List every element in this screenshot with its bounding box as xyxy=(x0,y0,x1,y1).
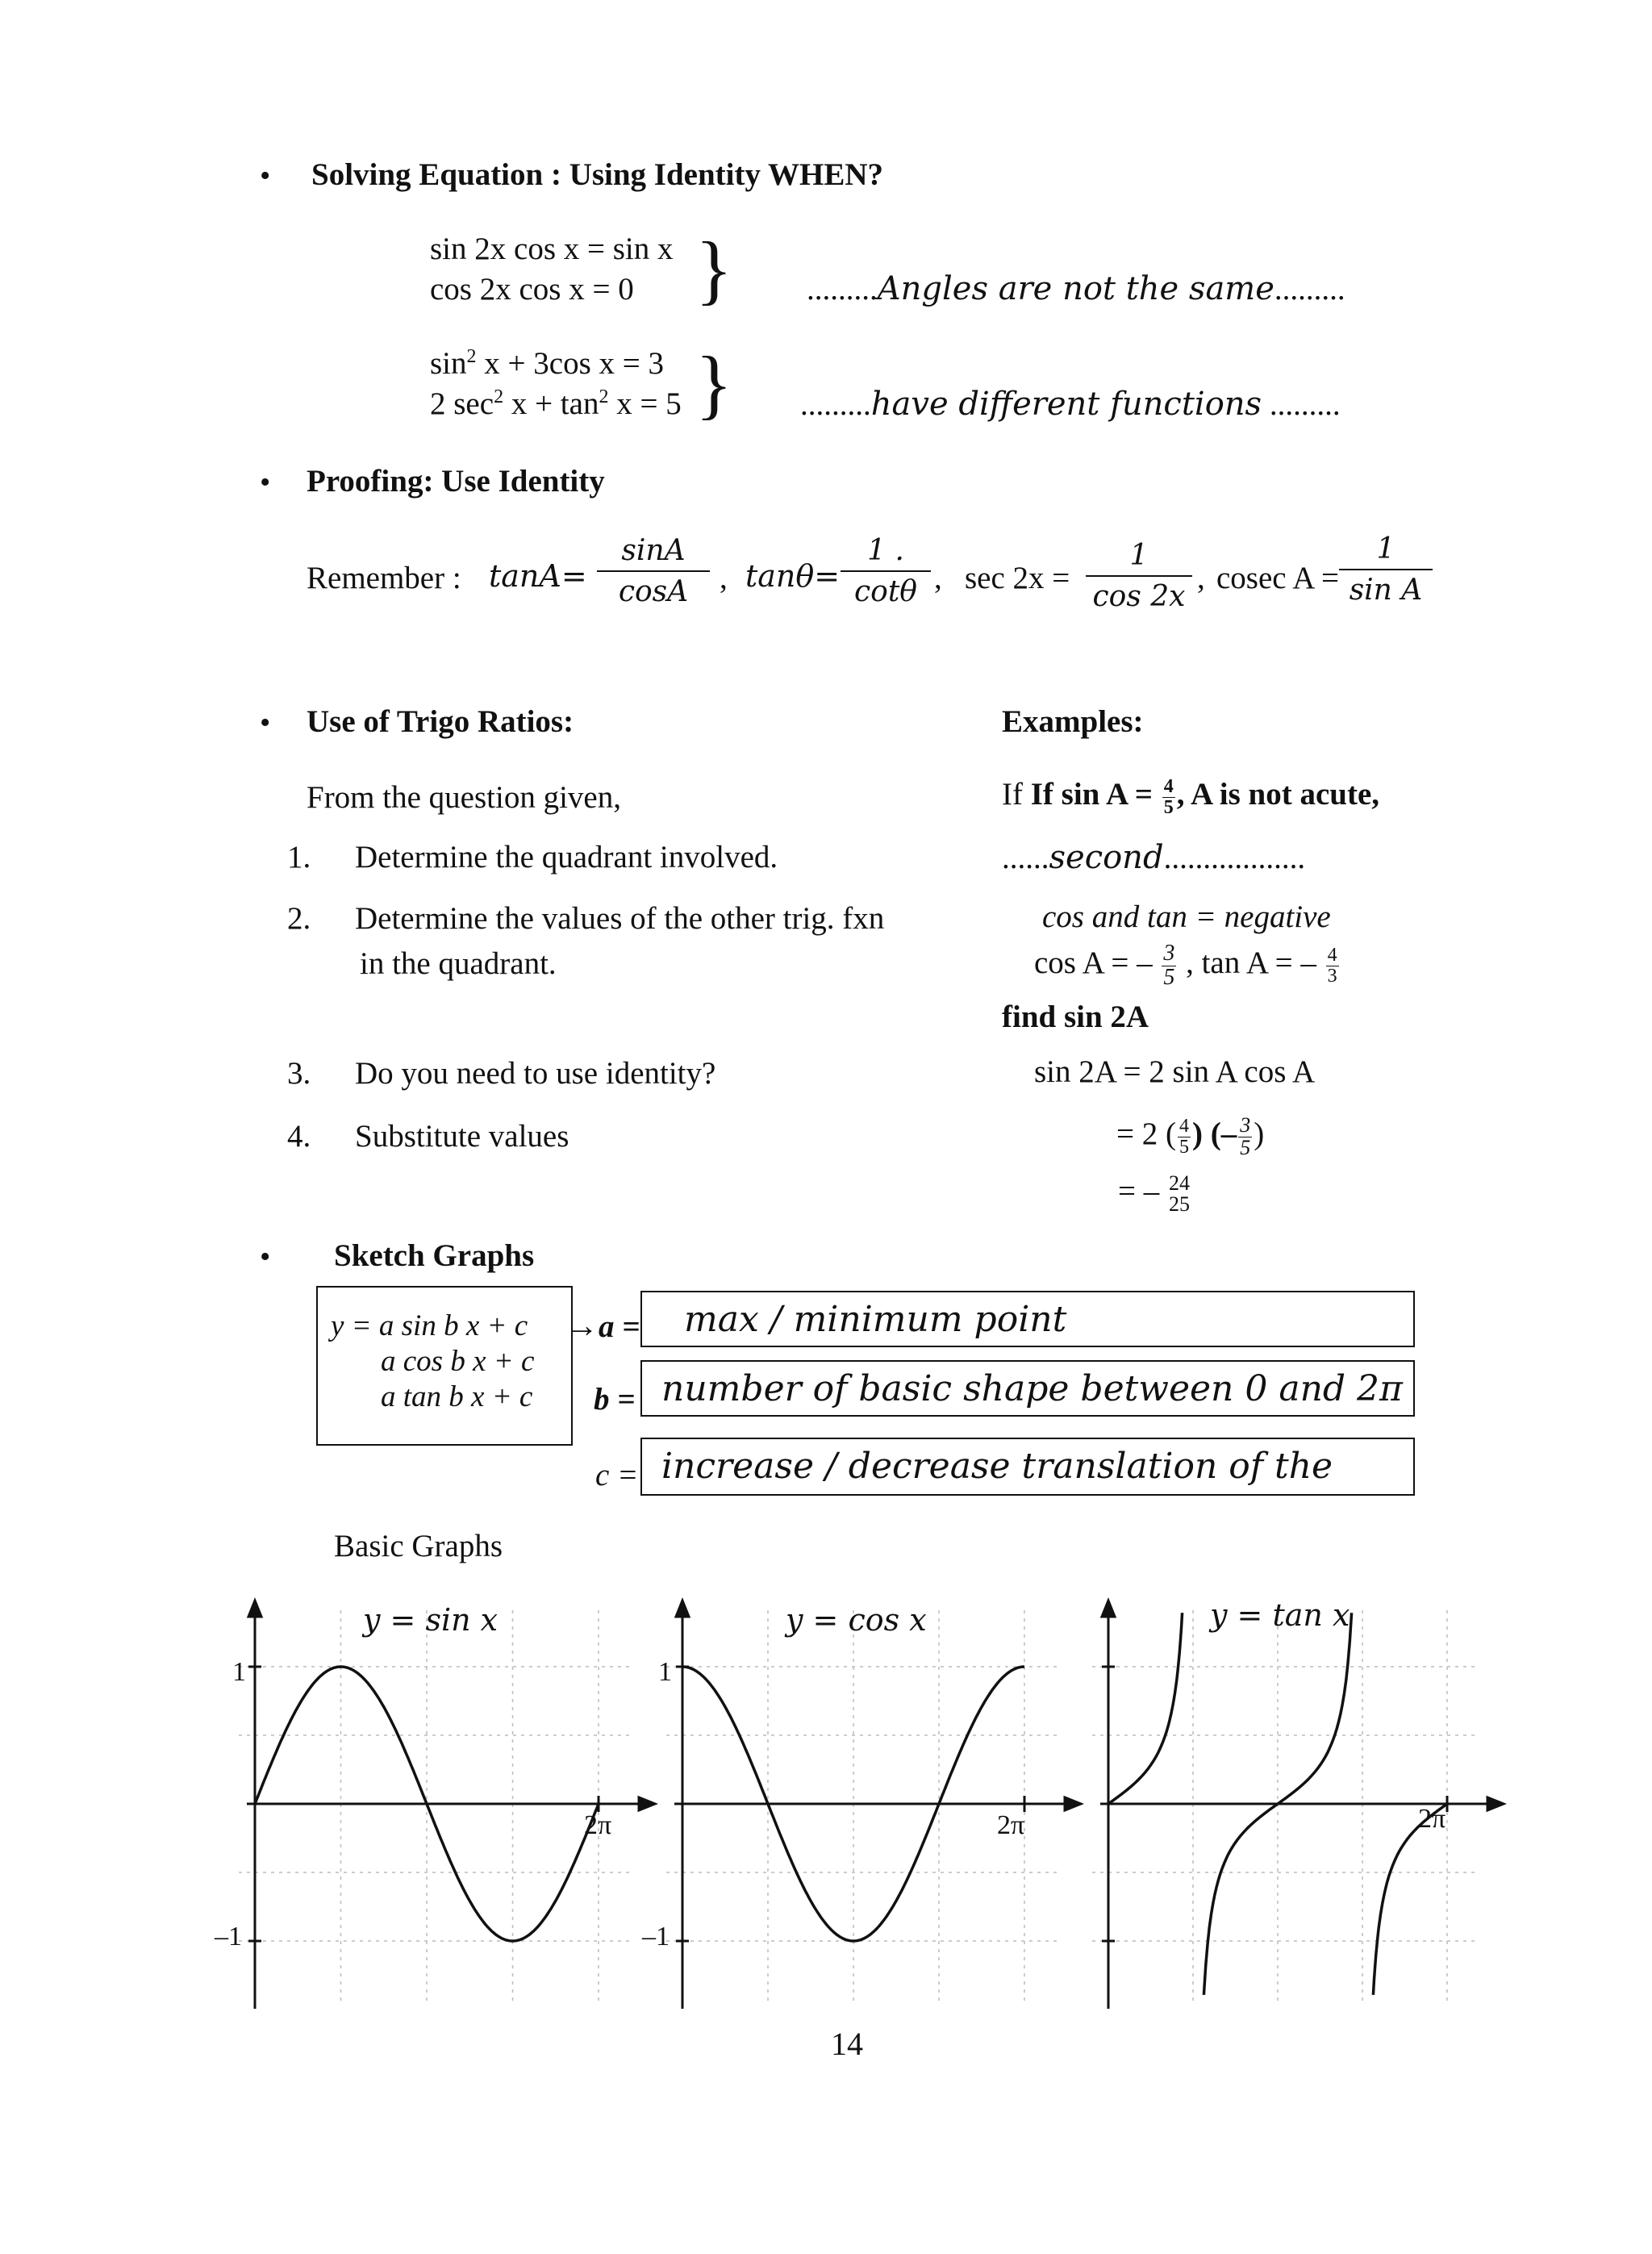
sin-tick-minus1: –1 xyxy=(215,1922,242,1951)
answer-functions: .........have different functions ......... xyxy=(800,386,1341,423)
fraction-1-sinA: $\frac{1}{\text{sin A}}$ xyxy=(1339,532,1433,607)
tan-x-arrow xyxy=(1487,1797,1504,1810)
c-answer: increase / decrease translation of the xyxy=(661,1446,1333,1487)
b-label: b = xyxy=(594,1382,636,1417)
sin-tick-1: 1 xyxy=(232,1657,246,1687)
fraction-1-cos2x: $\frac{1}{\cos 2x}$ xyxy=(1086,539,1192,613)
equation-4: 2 $\sec^2 x + \tan^2 x = 5$ xyxy=(430,386,682,421)
cos-x-arrow xyxy=(1065,1797,1081,1810)
sin-tick-2pi: 2π xyxy=(584,1810,612,1840)
sin-x-arrow xyxy=(639,1797,655,1810)
c-label: c = xyxy=(595,1458,639,1492)
basic-graphs-label: Basic Graphs xyxy=(334,1529,503,1563)
heading-sketch-graphs: Sketch Graphs xyxy=(334,1238,535,1273)
answer-angles: .........Angles are not the same......... xyxy=(807,270,1345,307)
remember-label: Remember : xyxy=(307,561,461,595)
example-find: find sin 2A xyxy=(1002,1000,1149,1034)
formula-sin: y = a sin b x + c xyxy=(331,1309,528,1342)
bullet: • xyxy=(260,706,271,740)
arrow-icon: → xyxy=(565,1308,599,1345)
comma: , xyxy=(1197,561,1205,595)
cos-tick-2pi: 2π xyxy=(997,1810,1025,1840)
equation-3: $\sin^2 x + 3\cos$ x = 3 xyxy=(430,346,664,381)
formula-tan: a tan b x + c xyxy=(381,1380,533,1413)
tan-y-arrow xyxy=(1102,1601,1115,1617)
bullet: • xyxy=(260,1240,271,1274)
step-text: in the quadrant. xyxy=(360,946,557,981)
bullet: • xyxy=(260,159,271,193)
example-identity: sin 2A = 2 sin A cos A xyxy=(1034,1054,1316,1089)
step-number: 1. xyxy=(287,840,311,874)
heading-trigo-ratios: Use of Trigo Ratios: xyxy=(307,704,574,739)
page-number: 14 xyxy=(831,2026,863,2062)
cosecA-label: cosec A = xyxy=(1216,561,1339,595)
step-number: 3. xyxy=(287,1056,311,1091)
example-negative: cos and tan = negative xyxy=(1042,900,1331,934)
right-brace: } xyxy=(695,226,733,312)
step-number: 2. xyxy=(287,901,311,936)
bullet: • xyxy=(260,465,271,499)
a-label: a = xyxy=(599,1309,640,1344)
sec2x-label: sec 2x = xyxy=(965,561,1070,595)
cos-tick-minus1: –1 xyxy=(642,1922,670,1951)
fraction-1-cot: $\frac{1 .}{\cot\theta}$ xyxy=(841,534,931,608)
tan-curve-branch-1 xyxy=(1108,1613,1183,1804)
heading-solving-equation: Solving Equation : Using Identity WHEN? xyxy=(311,157,884,192)
comma: , xyxy=(934,561,942,595)
step-number: 4. xyxy=(287,1119,311,1154)
step-text: Substitute values xyxy=(355,1119,569,1154)
cos-tick-1: 1 xyxy=(658,1657,672,1687)
example-values: cos A = – $\frac{3}{5}$ , tan A = – $\frac{4}{3}$ xyxy=(1034,941,1337,990)
heading-proofing: Proofing: Use Identity xyxy=(307,464,605,499)
cos-graph-title: y = cos x xyxy=(786,1602,927,1638)
fraction-sinA-cosA: $\frac{\sin A}{\cos A}$ xyxy=(597,534,710,608)
heading-examples: Examples: xyxy=(1002,704,1144,739)
example-quadrant: ......second.................. xyxy=(1002,839,1306,876)
step-text: Do you need to use identity? xyxy=(355,1056,716,1091)
tanA-label: tanA= xyxy=(489,558,587,594)
sin-graph-title: y = sin x xyxy=(363,1602,499,1638)
example-given: If If sin A = $\frac{4}{5}$ , A is not acute, xyxy=(1002,776,1380,819)
tan-tick-2pi: 2π xyxy=(1418,1804,1446,1834)
b-answer: number of basic shape between 0 and 2π xyxy=(661,1368,1403,1409)
step-text: Determine the values of the other trig. fxn xyxy=(355,901,885,936)
comma: , xyxy=(720,561,728,595)
a-answer: max / minimum point xyxy=(684,1299,1067,1340)
sin-y-arrow xyxy=(248,1601,261,1617)
example-substitute: = 2 ( $\frac{4}{5}$ ) (– $\frac{3}{5}$ ) xyxy=(1116,1113,1265,1159)
formula-cos: a cos b x + c xyxy=(381,1345,535,1378)
tan-graph-title: y = tan x xyxy=(1210,1597,1350,1633)
tan-theta-label: tanθ= xyxy=(745,558,841,594)
equation-1: sin 2x cos x = sin x xyxy=(430,232,674,266)
right-brace: } xyxy=(695,340,733,427)
equation-2: cos 2x cos x = 0 xyxy=(430,272,634,307)
step-text: Determine the quadrant involved. xyxy=(355,840,778,874)
cos-y-arrow xyxy=(676,1601,689,1617)
intro-text: From the question given, xyxy=(307,780,621,815)
example-result: = – 24 25 xyxy=(1118,1171,1190,1217)
